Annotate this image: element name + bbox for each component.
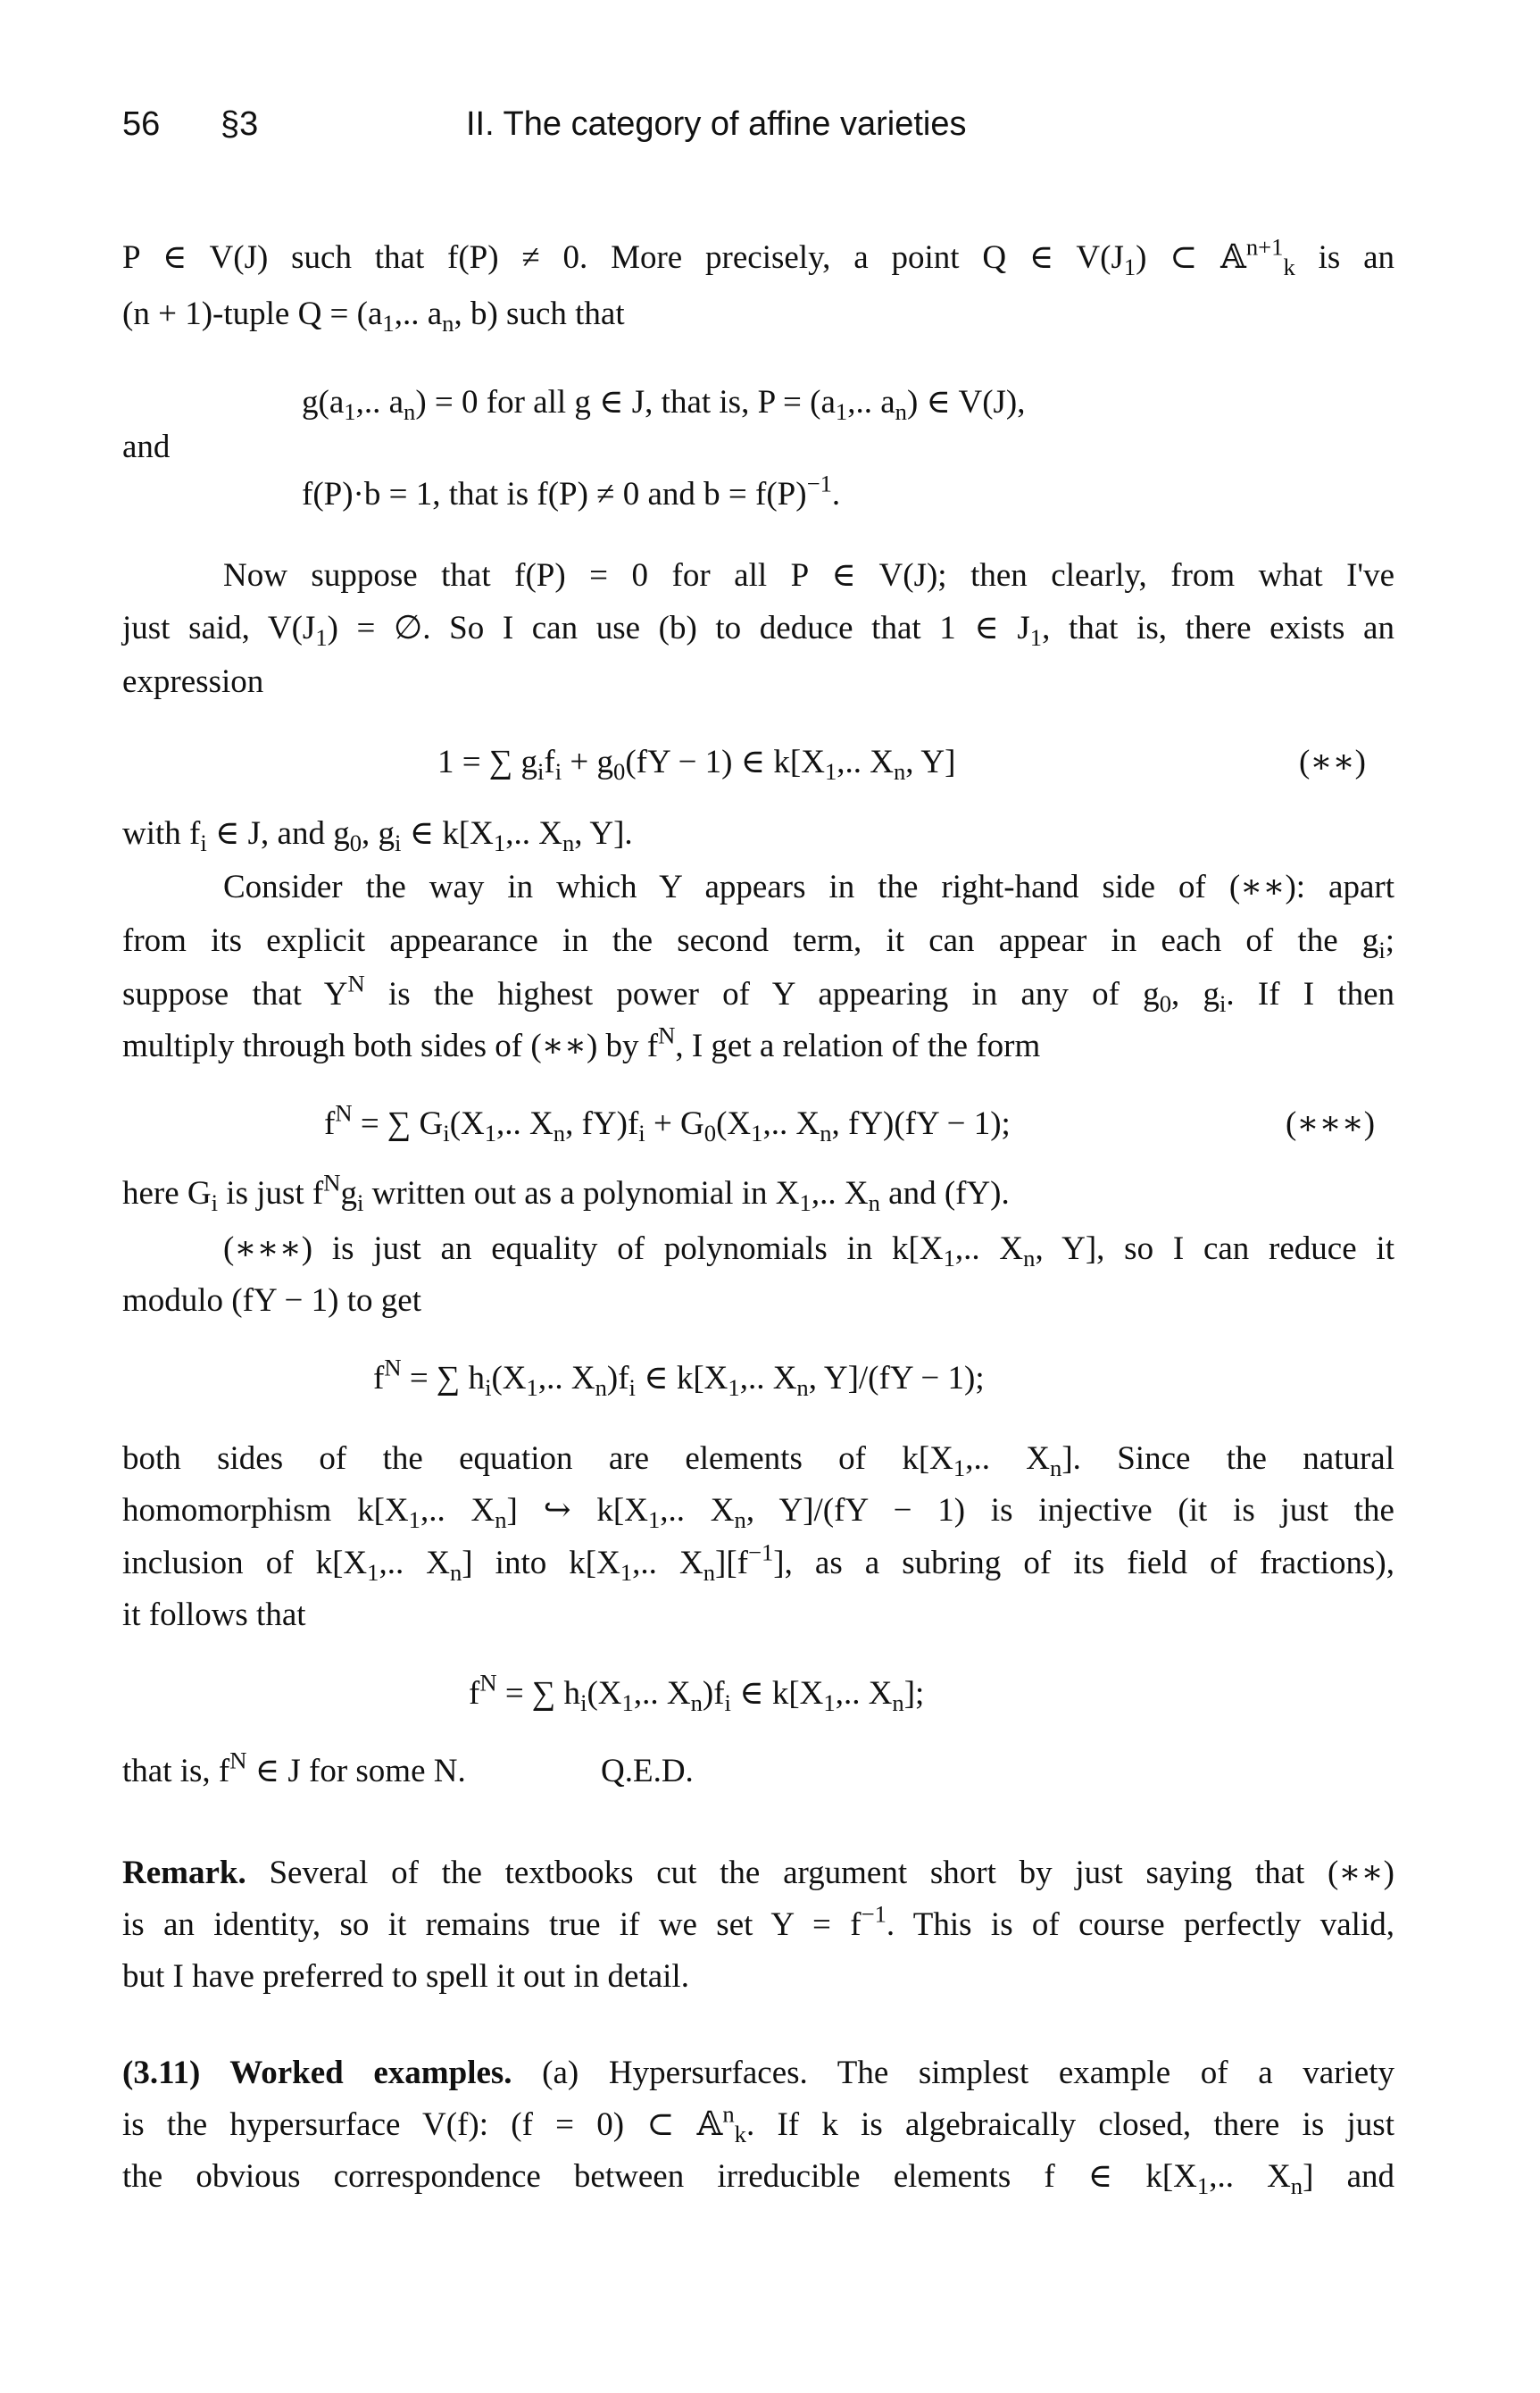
text-line: and [122,429,171,465]
text-line: is the hypersurface V(f): (f = 0) ⊂ 𝔸$^n_k$. If k is algebraically closed, there is just [122,2100,1394,2147]
running-header [122,105,1417,159]
text-line: Now suppose that f(P) = 0 for all P ∈ V(J); then clearly, from what I've [223,557,1394,594]
text-line: it follows that [122,1597,306,1633]
display-equation: 1 = ∑ $g_if_i + g_0(fY - 1)$ ∈ $k[X_1$,.. $X_n$, Y] [437,744,956,785]
display-equation: $f^N$ = ∑ $G_i(X_1$,.. $X_n$, $fY)f_i + G_0(X_1$,.. $X_n$, fY)(fY − 1); [324,1099,1011,1146]
text-line: P ∈ V(J) such that f(P) ≠ 0. More precisely, a point Q ∈ $V(J_1)$ ⊂ 𝔸$^{n+1}_k$ is an [122,233,1394,280]
text-line: with $f_i$ ∈ J, and $g_0$, $g_i$ ∈ $k[X_1$,.. $X_n$, Y]. [122,815,633,856]
text-line: modulo (fY − 1) to get [122,1282,421,1319]
text-line: Consider the way in which Y appears in the right-hand side of (∗∗): apart [223,869,1394,905]
text-line: (∗∗∗) is just an equality of polynomials in $k[X_1$,.. $X_n$, Y], so I can reduce it [223,1230,1394,1272]
equation-tag: (∗∗) [1299,744,1366,780]
display-equation: $f^N$ = ∑ $h_i(X_1$,.. $X_n)f_i$ ∈ $k[X_1$,.. $X_n$, Y]/(fY − 1); [373,1354,985,1401]
remark-line: but I have preferred to spell it out in detail. [122,1958,689,1995]
section-heading-line: (3.11) Worked examples. (a) Hypersurfaces. The simplest example of a variety [122,2055,1394,2091]
text-line: from its explicit appearance in the second term, it can appear in each of the $g_i$; [122,922,1394,963]
display-equation: f(P)·b = 1, that is f(P) ≠ 0 and $b = f(P)^{-1}$. [302,470,841,513]
text-line: inclusion of $k[X_1$,.. $X_n$] into $k[X_1$,.. $X_n][f^{-1}]$, as a subring of its field of fractions), [122,1538,1394,1586]
text-line: the obvious correspondence between irreducible elements f ∈ $k[X_1$,.. $X_n$] and [122,2158,1394,2199]
text-line: homomorphism $k[X_1$,.. $X_n$] ↪ $k[X_1$,.. $X_n$, Y]/(fY − 1) is injective (it is just the [122,1492,1394,1533]
text-line: suppose that $Y^N$ is the highest power of Y appearing in any of $g_0$, $g_i$. If I then [122,970,1394,1017]
chapter-title: II. The category of affine varieties [466,105,967,143]
text-line: multiply through both sides of (∗∗) by $f^N$, I get a relation of the form [122,1021,1041,1064]
section-number: §3 [221,105,259,143]
text-line: just said, $V(J_1)$ = ∅. So I can use (b) to deduce that 1 ∈ $J_1$, that is, there exists an [122,610,1394,651]
text-line: here $G_i$ is just $f^Ng_i$ written out as a polynomial in $X_1$,.. $X_n$ and (fY). [122,1169,1010,1216]
remark-line: Remark. Several of the textbooks cut the argument short by just saying that (∗∗) [122,1855,1394,1891]
text-line: that is, $f^N$ ∈ J for some N. [122,1747,466,1789]
text-line: expression [122,663,264,700]
display-equation: $f^N$ = ∑ $h_i(X_1$,.. $X_n)f_i$ ∈ $k[X_1$,.. $X_n$]; [469,1669,925,1716]
equation-tag: (∗∗∗) [1286,1105,1376,1142]
remark-line: is an identity, so it remains true if we set $Y = f^{-1}$. This is of course perfectly valid, [122,1900,1394,1943]
qed-mark: Q.E.D. [601,1753,694,1789]
display-equation: $g(a_1$,.. $a_n) = 0$ for all g ∈ J, that is, $P = (a_1$,.. $a_n$) ∈ V(J), [302,384,1026,425]
text-line: (n + 1)-tuple $Q = (a_1$,.. $a_n$, b) such that [122,296,625,337]
page-number: 56 [122,105,161,143]
text-line: both sides of the equation are elements of $k[X_1$,.. $X_n$]. Since the natural [122,1440,1394,1481]
